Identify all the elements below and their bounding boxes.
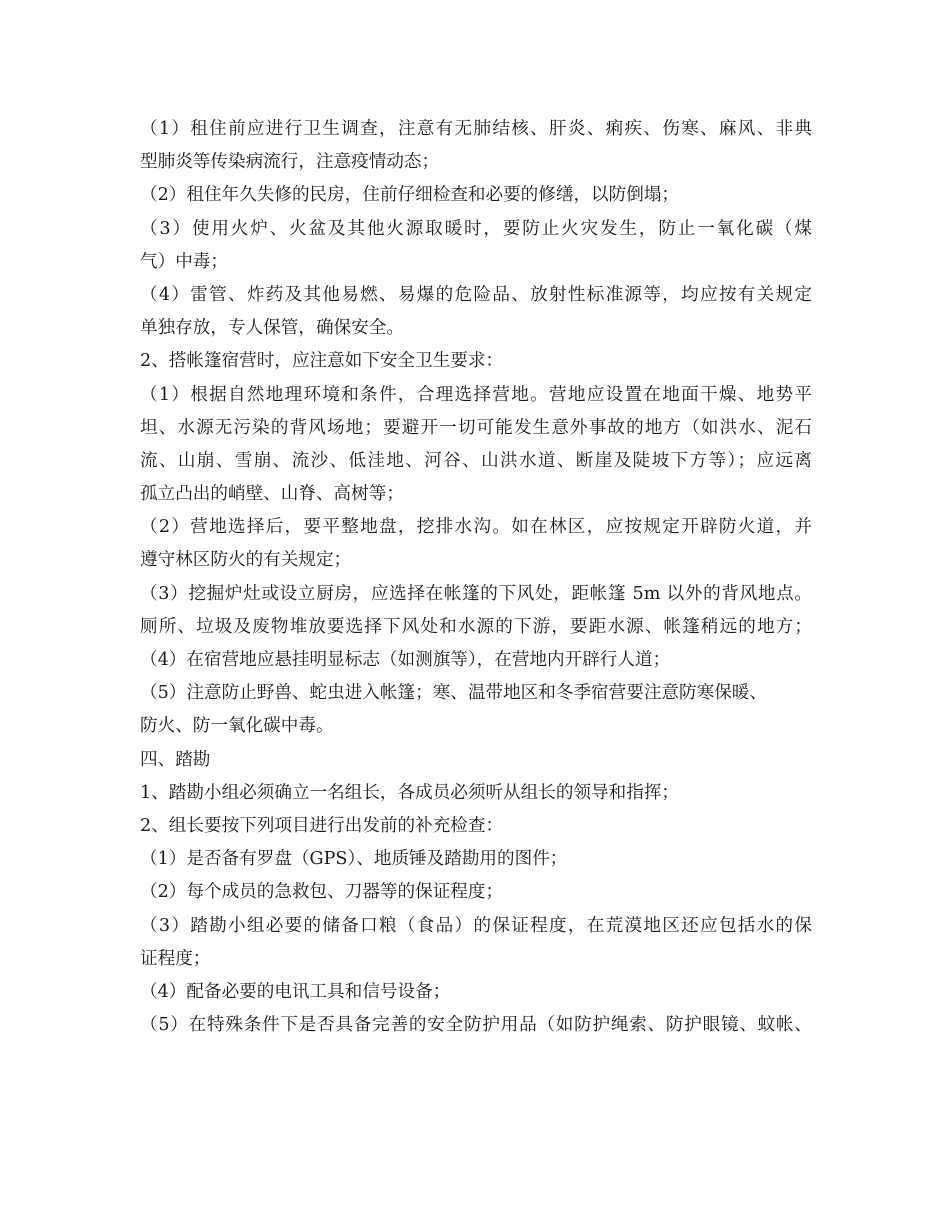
text-line: （3）踏勘小组必要的储备口粮（食品）的保证程度，在荒漠地区还应包括水的保 (140, 915, 812, 936)
text-line: （3）挖掘炉灶或设立厨房，应选择在帐篷的下风处，距帐篷 5m 以外的背风地点。 (140, 583, 812, 604)
text-line: 2、搭帐篷宿营时，应注意如下安全卫生要求： (140, 351, 504, 372)
text-line: 气）中毒； (140, 251, 228, 272)
text-line: 厕所、垃圾及废物堆放要选择下风处和水源的下游，要距水源、帐篷稍远的地方； (140, 616, 812, 637)
text-line: 2、组长要按下列项目进行出发前的补充检查： (140, 815, 504, 836)
text-line: 孤立凸出的峭壁、山脊、高树等； (140, 484, 404, 505)
text-line: 型肺炎等传染病流行，注意疫情动态； (140, 152, 440, 173)
text-line: （5）在特殊条件下是否具备完善的安全防护用品（如防护绳索、防护眼镜、蚊帐、 (140, 1015, 812, 1036)
text-line: 遵守林区防火的有关规定； (140, 550, 352, 571)
text-line: （2）租住年久失修的民房，住前仔细检查和必要的修缮，以防倒塌； (140, 185, 680, 206)
text-line: 单独存放，专人保管，确保安全。 (140, 318, 404, 339)
text-line: （2）营地选择后，要平整地盘，挖排水沟。如在林区，应按规定开辟防火道，并 (140, 517, 812, 538)
text-line: 四、踏勘 (140, 749, 211, 770)
text-line: （3）使用火炉、火盆及其他火源取暖时，要防止火灾发生，防止一氧化碳（煤 (140, 218, 812, 239)
text-line: （1）根据自然地理环境和条件，合理选择营地。营地应设置在地面干燥、地势平 (140, 384, 812, 405)
text-line: 坦、水源无污染的背风场地；要避开一切可能发生意外事故的地方（如洪水、泥石 (140, 417, 812, 438)
text-line: （4）在宿营地应悬挂明显标志（如测旗等），在营地内开辟行人道； (140, 650, 671, 670)
text-line: 防火、防一氧化碳中毒。 (140, 716, 334, 737)
text-line: 流、山崩、雪崩、流沙、低洼地、河谷、山洪水道、断崖及陡坡下方等）；应远离 (140, 450, 812, 471)
text-line: 1、踏勘小组必须确立一名组长，各成员必须听从组长的领导和指挥； (140, 782, 680, 803)
text-line: （5）注意防止野兽、蛇虫进入帐篷；寒、温带地区和冬季宿营要注意防寒保暖、 (140, 683, 767, 704)
text-line: （1）租住前应进行卫生调查，注意有无肺结核、肝炎、痢疾、伤寒、麻风、非典 (140, 119, 812, 139)
document-body (140, 113, 812, 1042)
text-line: （4）雷管、炸药及其他易燃、易爆的危险品、放射性标准源等，均应按有关规定 (140, 284, 812, 305)
text-line: （2）每个成员的急救包、刀器等的保证程度； (140, 882, 504, 903)
text-line: （4）配备必要的电讯工具和信号设备； (140, 981, 451, 1002)
text-line: （1）是否备有罗盘（GPS）、地质锤及踏勘用的图件； (140, 849, 568, 870)
text-line: 证程度； (140, 948, 211, 969)
